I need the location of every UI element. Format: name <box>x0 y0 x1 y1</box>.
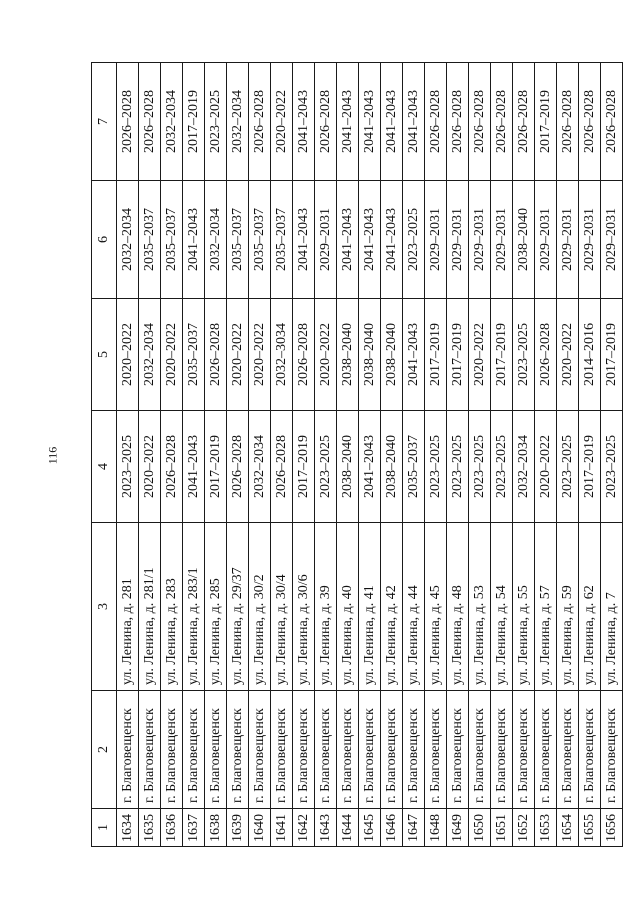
period-4-cell: 2017–2019 <box>293 411 315 523</box>
period-6-cell: 2035–2037 <box>249 181 271 299</box>
period-4-cell: 2020–2022 <box>139 411 161 523</box>
city-cell: г. Благовещенск <box>249 691 271 809</box>
address-cell: ул. Ленина, д. 30/4 <box>271 523 293 691</box>
address-cell: ул. Ленина, д. 39 <box>315 523 337 691</box>
row-number-cell: 1644 <box>337 809 359 847</box>
period-6-cell: 2029–2031 <box>425 181 447 299</box>
period-6-cell: 2035–2037 <box>161 181 183 299</box>
page-number: 116 <box>45 446 60 465</box>
row-number-cell: 1643 <box>315 809 337 847</box>
period-5-cell: 2035–2037 <box>183 299 205 411</box>
period-6-cell: 2041–2043 <box>381 181 403 299</box>
period-7-cell: 2023–2025 <box>205 63 227 181</box>
period-6-cell: 2029–2031 <box>535 181 557 299</box>
period-6-cell: 2035–2037 <box>227 181 249 299</box>
address-cell: ул. Ленина, д. 281/1 <box>139 523 161 691</box>
period-5-cell: 2020–2022 <box>249 299 271 411</box>
period-7-cell: 2026–2028 <box>139 63 161 181</box>
period-5-cell: 2017–2019 <box>447 299 469 411</box>
period-6-cell: 2029–2031 <box>557 181 579 299</box>
table-row <box>447 63 469 847</box>
row-number-cell: 1642 <box>293 809 315 847</box>
address-cell: ул. Ленина, д. 281 <box>117 523 139 691</box>
row-number-cell: 1639 <box>227 809 249 847</box>
address-cell: ул. Ленина, д. 54 <box>491 523 513 691</box>
period-6-cell: 2035–2037 <box>139 181 161 299</box>
city-cell: г. Благовещенск <box>579 691 601 809</box>
city-cell: г. Благовещенск <box>491 691 513 809</box>
table-row <box>513 63 535 847</box>
address-cell: ул. Ленина, д. 40 <box>337 523 359 691</box>
period-4-cell: 2038–2040 <box>381 411 403 523</box>
period-4-cell: 2023–2025 <box>315 411 337 523</box>
period-4-cell: 2035–2037 <box>403 411 425 523</box>
period-6-cell: 2029–2031 <box>447 181 469 299</box>
period-4-cell: 2020–2022 <box>535 411 557 523</box>
address-cell: ул. Ленина, д. 30/2 <box>249 523 271 691</box>
period-7-cell: 2032–2034 <box>161 63 183 181</box>
column-header-3: 3 <box>92 523 117 691</box>
period-5-cell: 2014–2016 <box>579 299 601 411</box>
row-number-cell: 1655 <box>579 809 601 847</box>
period-4-cell: 2023–2025 <box>117 411 139 523</box>
table-row <box>579 63 601 847</box>
period-7-cell: 2017–2019 <box>183 63 205 181</box>
period-5-cell: 2017–2019 <box>491 299 513 411</box>
period-5-cell: 2026–2028 <box>535 299 557 411</box>
table-row <box>183 63 205 847</box>
city-cell: г. Благовещенск <box>403 691 425 809</box>
column-header-7: 7 <box>92 63 117 181</box>
period-6-cell: 2041–2043 <box>359 181 381 299</box>
header-row <box>92 63 117 847</box>
row-number-cell: 1635 <box>139 809 161 847</box>
city-cell: г. Благовещенск <box>557 691 579 809</box>
row-number-cell: 1656 <box>601 809 623 847</box>
period-6-cell: 2038–2040 <box>513 181 535 299</box>
row-number-cell: 1652 <box>513 809 535 847</box>
row-number-cell: 1636 <box>161 809 183 847</box>
rotated-table-frame <box>91 63 619 847</box>
address-cell: ул. Ленина, д. 62 <box>579 523 601 691</box>
table-row <box>205 63 227 847</box>
city-cell: г. Благовещенск <box>381 691 403 809</box>
city-cell: г. Благовещенск <box>227 691 249 809</box>
period-6-cell: 2029–2031 <box>315 181 337 299</box>
address-cell: ул. Ленина, д. 283/1 <box>183 523 205 691</box>
city-cell: г. Благовещенск <box>293 691 315 809</box>
period-7-cell: 2026–2028 <box>579 63 601 181</box>
table-row <box>293 63 315 847</box>
city-cell: г. Благовещенск <box>205 691 227 809</box>
period-6-cell: 2029–2031 <box>469 181 491 299</box>
address-cell: ул. Ленина, д. 283 <box>161 523 183 691</box>
column-header-4: 4 <box>92 411 117 523</box>
period-5-cell: 2017–2019 <box>425 299 447 411</box>
period-4-cell: 2032–2034 <box>249 411 271 523</box>
period-4-cell: 2023–2025 <box>557 411 579 523</box>
period-4-cell: 2023–2025 <box>601 411 623 523</box>
row-number-cell: 1646 <box>381 809 403 847</box>
table-row <box>271 63 293 847</box>
row-number-cell: 1650 <box>469 809 491 847</box>
address-cell: ул. Ленина, д. 7 <box>601 523 623 691</box>
table-row <box>315 63 337 847</box>
period-7-cell: 2041–2043 <box>381 63 403 181</box>
address-cell: ул. Ленина, д. 57 <box>535 523 557 691</box>
period-6-cell: 2029–2031 <box>601 181 623 299</box>
period-5-cell: 2038–2040 <box>381 299 403 411</box>
address-cell: ул. Ленина, д. 55 <box>513 523 535 691</box>
period-4-cell: 2023–2025 <box>491 411 513 523</box>
period-7-cell: 2026–2028 <box>513 63 535 181</box>
address-cell: ул. Ленина, д. 41 <box>359 523 381 691</box>
row-number-cell: 1641 <box>271 809 293 847</box>
period-5-cell: 2020–2022 <box>315 299 337 411</box>
period-7-cell: 2026–2028 <box>491 63 513 181</box>
period-4-cell: 2026–2028 <box>271 411 293 523</box>
period-5-cell: 2020–2022 <box>161 299 183 411</box>
table-row <box>469 63 491 847</box>
period-7-cell: 2026–2028 <box>425 63 447 181</box>
city-cell: г. Благовещенск <box>469 691 491 809</box>
table-row <box>359 63 381 847</box>
row-number-cell: 1634 <box>117 809 139 847</box>
address-cell: ул. Ленина, д. 45 <box>425 523 447 691</box>
period-5-cell: 2041–2043 <box>403 299 425 411</box>
period-5-cell: 2020–2022 <box>227 299 249 411</box>
city-cell: г. Благовещенск <box>337 691 359 809</box>
period-7-cell: 2041–2043 <box>337 63 359 181</box>
column-header-6: 6 <box>92 181 117 299</box>
table-row <box>161 63 183 847</box>
period-6-cell: 2041–2043 <box>183 181 205 299</box>
period-5-cell: 2032–3034 <box>271 299 293 411</box>
period-6-cell: 2041–2043 <box>293 181 315 299</box>
table-row <box>403 63 425 847</box>
row-number-cell: 1649 <box>447 809 469 847</box>
period-7-cell: 2017–2019 <box>535 63 557 181</box>
city-cell: г. Благовещенск <box>513 691 535 809</box>
row-number-cell: 1640 <box>249 809 271 847</box>
period-4-cell: 2026–2028 <box>227 411 249 523</box>
table-row <box>249 63 271 847</box>
table-row <box>491 63 513 847</box>
period-4-cell: 2023–2025 <box>425 411 447 523</box>
period-5-cell: 2020–2022 <box>117 299 139 411</box>
address-cell: ул. Ленина, д. 285 <box>205 523 227 691</box>
table-body <box>117 63 623 847</box>
period-4-cell: 2017–2019 <box>579 411 601 523</box>
period-7-cell: 2026–2028 <box>601 63 623 181</box>
period-6-cell: 2041–2043 <box>337 181 359 299</box>
period-5-cell: 2017–2019 <box>601 299 623 411</box>
period-7-cell: 2026–2028 <box>249 63 271 181</box>
table-row <box>117 63 139 847</box>
address-cell: ул. Ленина, д. 59 <box>557 523 579 691</box>
period-6-cell: 2029–2031 <box>491 181 513 299</box>
row-number-cell: 1651 <box>491 809 513 847</box>
period-5-cell: 2032–2034 <box>139 299 161 411</box>
period-4-cell: 2023–2025 <box>469 411 491 523</box>
city-cell: г. Благовещенск <box>161 691 183 809</box>
city-cell: г. Благовещенск <box>425 691 447 809</box>
city-cell: г. Благовещенск <box>359 691 381 809</box>
period-4-cell: 2026–2028 <box>161 411 183 523</box>
city-cell: г. Благовещенск <box>117 691 139 809</box>
column-header-1: 1 <box>92 809 117 847</box>
table-row <box>601 63 623 847</box>
city-cell: г. Благовещенск <box>315 691 337 809</box>
address-cell: ул. Ленина, д. 53 <box>469 523 491 691</box>
row-number-cell: 1637 <box>183 809 205 847</box>
period-4-cell: 2023–2025 <box>447 411 469 523</box>
period-6-cell: 2032–2034 <box>117 181 139 299</box>
period-7-cell: 2026–2028 <box>557 63 579 181</box>
period-6-cell: 2032–2034 <box>205 181 227 299</box>
row-number-cell: 1645 <box>359 809 381 847</box>
address-cell: ул. Ленина, д. 29/37 <box>227 523 249 691</box>
column-header-2: 2 <box>92 691 117 809</box>
table-row <box>337 63 359 847</box>
period-4-cell: 2017–2019 <box>205 411 227 523</box>
period-4-cell: 2032–2034 <box>513 411 535 523</box>
column-header-5: 5 <box>92 299 117 411</box>
row-number-cell: 1653 <box>535 809 557 847</box>
period-4-cell: 2041–2043 <box>359 411 381 523</box>
city-cell: г. Благовещенск <box>535 691 557 809</box>
city-cell: г. Благовещенск <box>183 691 205 809</box>
period-4-cell: 2041–2043 <box>183 411 205 523</box>
period-5-cell: 2026–2028 <box>293 299 315 411</box>
city-cell: г. Благовещенск <box>601 691 623 809</box>
address-cell: ул. Ленина, д. 30/6 <box>293 523 315 691</box>
row-number-cell: 1648 <box>425 809 447 847</box>
period-6-cell: 2035–2037 <box>271 181 293 299</box>
period-7-cell: 2020–2022 <box>271 63 293 181</box>
row-number-cell: 1654 <box>557 809 579 847</box>
table-row <box>227 63 249 847</box>
period-7-cell: 2041–2043 <box>293 63 315 181</box>
period-7-cell: 2041–2043 <box>403 63 425 181</box>
address-cell: ул. Ленина, д. 44 <box>403 523 425 691</box>
period-7-cell: 2026–2028 <box>469 63 491 181</box>
table-row <box>535 63 557 847</box>
city-cell: г. Благовещенск <box>447 691 469 809</box>
data-table <box>91 62 623 847</box>
period-5-cell: 2038–2040 <box>337 299 359 411</box>
row-number-cell: 1647 <box>403 809 425 847</box>
row-number-cell: 1638 <box>205 809 227 847</box>
period-4-cell: 2038–2040 <box>337 411 359 523</box>
period-5-cell: 2026–2028 <box>205 299 227 411</box>
period-7-cell: 2026–2028 <box>447 63 469 181</box>
period-6-cell: 2023–2025 <box>403 181 425 299</box>
period-7-cell: 2026–2028 <box>315 63 337 181</box>
period-7-cell: 2032–2034 <box>227 63 249 181</box>
table-row <box>557 63 579 847</box>
period-7-cell: 2026–2028 <box>117 63 139 181</box>
period-5-cell: 2023–2025 <box>513 299 535 411</box>
city-cell: г. Благовещенск <box>139 691 161 809</box>
table-row <box>381 63 403 847</box>
city-cell: г. Благовещенск <box>271 691 293 809</box>
table-row <box>425 63 447 847</box>
address-cell: ул. Ленина, д. 42 <box>381 523 403 691</box>
table-container <box>91 63 619 847</box>
period-5-cell: 2038–2040 <box>359 299 381 411</box>
period-6-cell: 2029–2031 <box>579 181 601 299</box>
period-5-cell: 2020–2022 <box>557 299 579 411</box>
address-cell: ул. Ленина, д. 48 <box>447 523 469 691</box>
period-5-cell: 2020–2022 <box>469 299 491 411</box>
period-7-cell: 2041–2043 <box>359 63 381 181</box>
table-row <box>139 63 161 847</box>
